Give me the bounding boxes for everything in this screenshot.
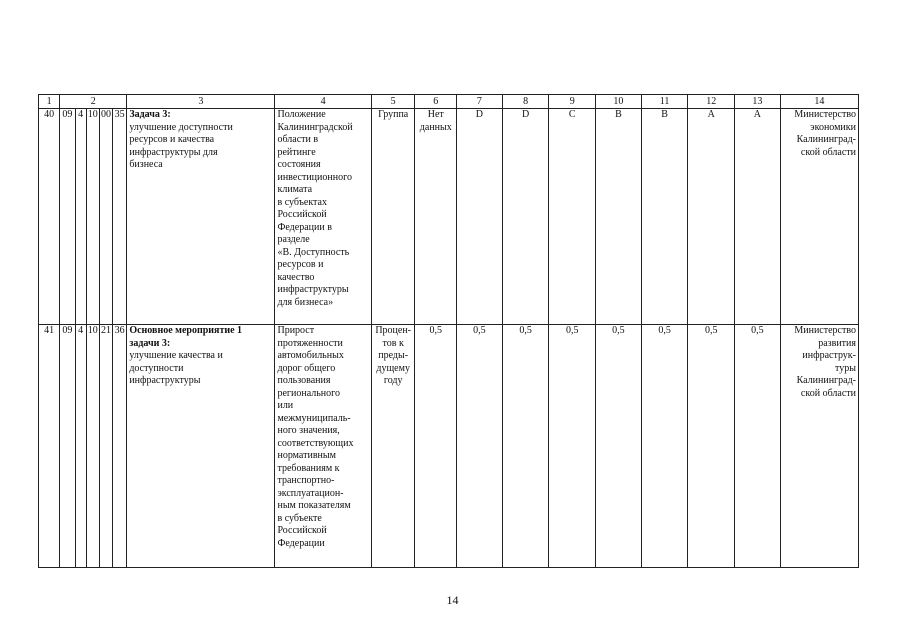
row-number: 40 [39, 109, 60, 325]
column-number: 1 [39, 95, 60, 109]
value-cell: D [502, 109, 549, 325]
column-number: 4 [275, 95, 371, 109]
code-cell: 4 [75, 109, 86, 325]
value-cell: D [457, 109, 503, 325]
indicator-cell: Прирост протяженности автомобильных дорог общего пользования регионального или межмуниципаль- ного значения, соответствующих нормативным требованиям к транспортно- эксплуатацион- ным показателям в субъекте Российской Федерации [275, 325, 371, 568]
column-number: 6 [415, 95, 457, 109]
code-cell: 10 [86, 325, 99, 568]
value-cell: A [688, 109, 735, 325]
unit-cell: Процен- тов к преды- дущему году [371, 325, 415, 568]
table-row [39, 325, 859, 568]
code-cell: 09 [60, 325, 75, 568]
value-cell: 0,5 [502, 325, 549, 568]
column-number: 7 [457, 95, 503, 109]
value-cell: 0,5 [735, 325, 781, 568]
value-cell: 0,5 [641, 325, 688, 568]
value-cell: C [549, 109, 596, 325]
value-cell: B [596, 109, 642, 325]
value-cell: A [735, 109, 781, 325]
column-number: 14 [780, 95, 858, 109]
column-number: 9 [549, 95, 596, 109]
value-cell: 0,5 [688, 325, 735, 568]
column-number: 2 [60, 95, 127, 109]
task-cell [127, 109, 275, 325]
code-cell: 21 [99, 325, 112, 568]
task-description: улучшение качества и доступности инфраструктуры [129, 350, 223, 386]
indicators-table [38, 94, 859, 568]
task-description: улучшение доступности ресурсов и качества инфраструктуры для бизнеса [129, 121, 233, 170]
code-cell: 35 [113, 109, 127, 325]
indicator-cell: Положение Калининградской области в рейтинге состояния инвестиционного климата в субъектах Российской Федерации в разделе «В. Доступность ресурсов и качество инфраструктуры для бизнеса» [275, 109, 371, 325]
value-cell: 0,5 [457, 325, 503, 568]
task-cell [127, 325, 275, 568]
code-cell: 09 [60, 109, 75, 325]
column-number: 12 [688, 95, 735, 109]
row-number: 41 [39, 325, 60, 568]
column-number: 11 [641, 95, 688, 109]
code-cell: 4 [75, 325, 86, 568]
column-number-header-row [39, 95, 859, 109]
column-number: 3 [127, 95, 275, 109]
column-number: 13 [735, 95, 781, 109]
task-title: Задача 3: [129, 109, 171, 120]
value-cell: 0,5 [415, 325, 457, 568]
value-cell: Нет данных [415, 109, 457, 325]
responsible-cell: Министерство развития инфраструк- туры Калининград- ской области [780, 325, 858, 568]
value-cell: 0,5 [596, 325, 642, 568]
task-title: Основное мероприятие 1 задачи 3: [129, 325, 243, 349]
value-cell: B [641, 109, 688, 325]
responsible-cell: Министерство экономики Калининград- ской области [780, 109, 858, 325]
value-cell: 0,5 [549, 325, 596, 568]
code-cell: 00 [99, 109, 112, 325]
code-cell: 10 [86, 109, 99, 325]
column-number: 5 [371, 95, 415, 109]
column-number: 8 [502, 95, 549, 109]
code-cell: 36 [113, 325, 127, 568]
unit-cell: Группа [371, 109, 415, 325]
page-number: 14 [446, 593, 459, 607]
table-row [39, 109, 859, 325]
column-number: 10 [596, 95, 642, 109]
